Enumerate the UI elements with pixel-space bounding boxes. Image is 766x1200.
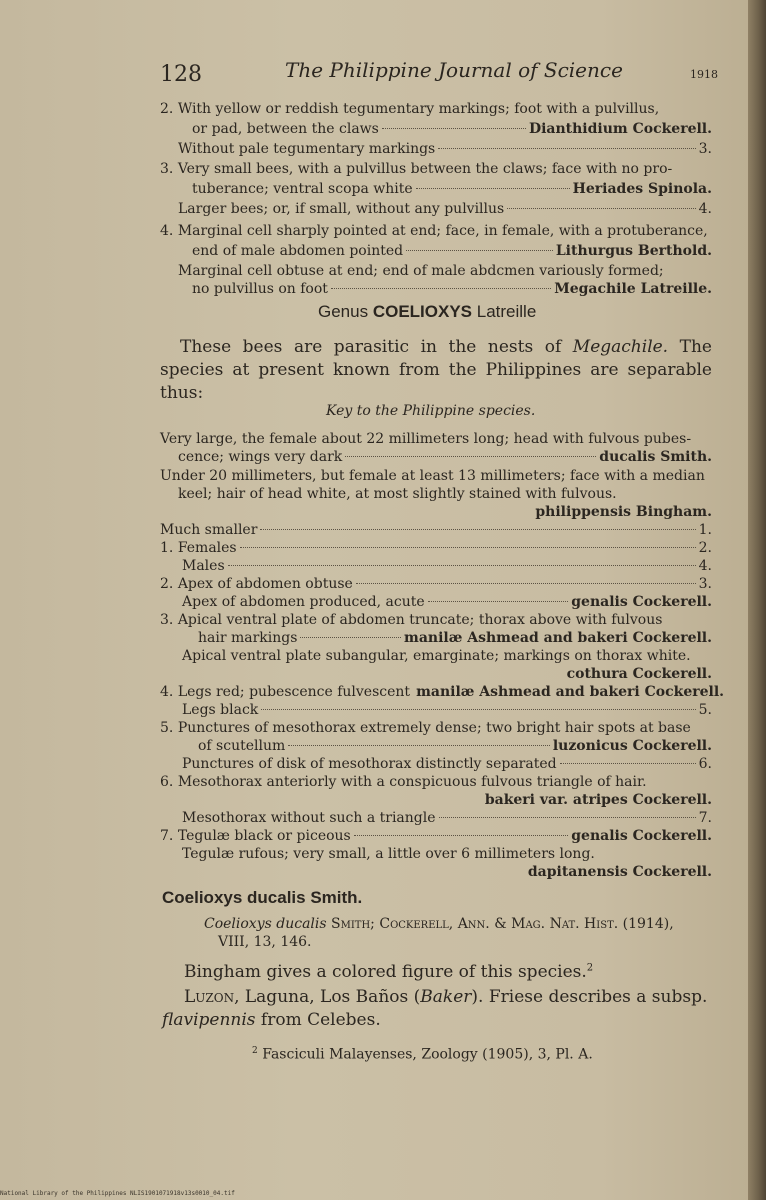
- species-key: [160, 430, 725, 890]
- key-line: 4. Marginal cell sharply pointed at end; face, in female, with a protuberance,: [160, 223, 708, 239]
- key-line: 1. Females 2.: [160, 540, 712, 556]
- key-line: 6. Mesothorax anteriorly with a conspicuous fulvous triangle of hair.: [160, 774, 647, 790]
- key-line: Mesothorax without such a triangle 7.: [182, 810, 712, 826]
- citation-cont: VIII, 13, 146.: [218, 934, 312, 950]
- key-line: 4. Legs red; pubescence fulvescent manilæ Ashmead and bakeri Cockerell.: [160, 684, 725, 700]
- page-number: 128: [160, 62, 202, 87]
- key-line: cence; wings very dark ducalis Smith.: [178, 449, 712, 465]
- key-line: 2. With yellow or reddish tegumentary markings; foot with a pulvillus,: [160, 101, 660, 117]
- genus-key: [160, 100, 712, 297]
- species-paragraph-2: Luzon, Laguna, Los Baños (Baker). Friese describes a subsp.: [184, 987, 708, 1007]
- key-line: Tegulæ rufous; very small, a little over 6 millimeters long.: [182, 846, 595, 862]
- key-line: Punctures of disk of mesothorax distinctly separated 6.: [182, 756, 712, 772]
- species-paragraph-1: Bingham gives a colored figure of this species.$^2$: [184, 962, 594, 982]
- page-edge: [748, 0, 766, 1200]
- key-title: Key to the Philippine species.: [326, 403, 536, 419]
- key-line: 5. Punctures of mesothorax extremely dense; two bright hair spots at base: [160, 720, 691, 736]
- key-line: dapitanensis Cockerell.: [527, 864, 712, 880]
- key-line: Very large, the female about 22 millimeters long; head with fulvous pubes-: [160, 431, 692, 447]
- key-line: Apex of abdomen produced, acute genalis Cockerell.: [182, 594, 712, 610]
- genus-heading: Genus COELIOXYS Latreille: [318, 302, 537, 321]
- intro-paragraph: These bees are parasitic in the nests of Megachile. The species at present known from the Philippines are separable thus:: [160, 337, 712, 403]
- key-line: Marginal cell obtuse at end; end of male abdcmen variously formed;: [178, 263, 664, 279]
- running-title: The Philippine Journal of Science: [285, 58, 623, 82]
- key-line: 2. Apex of abdomen obtuse 3.: [160, 576, 712, 592]
- footnote: $^2$ Fasciculi Malayenses, Zoology (1905), 3, Pl. A.: [252, 1046, 593, 1063]
- key-line: Legs black 5.: [182, 702, 712, 718]
- species-paragraph-3: flavipennis from Celebes.: [162, 1010, 381, 1030]
- key-line: of scutellum luzonicus Cockerell.: [198, 738, 712, 754]
- key-line: 3. Apical ventral plate of abdomen truncate; thorax above with fulvous: [160, 612, 663, 628]
- key-line: bakeri var. atripes Cockerell.: [484, 792, 712, 808]
- key-line: Much smaller 1.: [160, 522, 712, 538]
- scan-credit: National Library of the Philippines NLIS1901071918v13s0010_04.tif: [0, 1190, 235, 1197]
- key-line: no pulvillus on foot Megachile Latreille.: [192, 281, 712, 297]
- key-line: philippensis Bingham.: [535, 504, 712, 520]
- key-line: Apical ventral plate subangular, emarginate; markings on thorax white.: [182, 648, 691, 664]
- key-line: Males 4.: [182, 558, 712, 574]
- key-line: 7. Tegulæ black or piceous genalis Cockerell.: [160, 828, 712, 844]
- key-line: end of male abdomen pointed Lithurgus Berthold.: [192, 243, 712, 259]
- header-year: 1918: [690, 68, 718, 81]
- key-line: or pad, between the claws Dianthidium Cockerell.: [192, 121, 712, 137]
- key-line: Under 20 millimeters, but female at least 13 millimeters; face with a median: [160, 468, 705, 484]
- key-line: cothura Cockerell.: [566, 666, 712, 682]
- key-line: Larger bees; or, if small, without any pulvillus 4.: [178, 201, 712, 217]
- key-line: 3. Very small bees, with a pulvillus between the claws; face with no pro-: [160, 161, 673, 177]
- species-heading: Coelioxys ducalis Smith.: [162, 888, 363, 907]
- key-line: Without pale tegumentary markings 3.: [178, 141, 712, 157]
- citation: Coelioxys ducalis Smith; Cockerell, Ann. & Mag. Nat. Hist. (1914),: [204, 916, 674, 932]
- key-line: keel; hair of head white, at most slightly stained with fulvous.: [178, 486, 617, 502]
- key-line: hair markings manilæ Ashmead and bakeri Cockerell.: [198, 630, 712, 646]
- key-line: tuberance; ventral scopa white Heriades Spinola.: [192, 181, 712, 197]
